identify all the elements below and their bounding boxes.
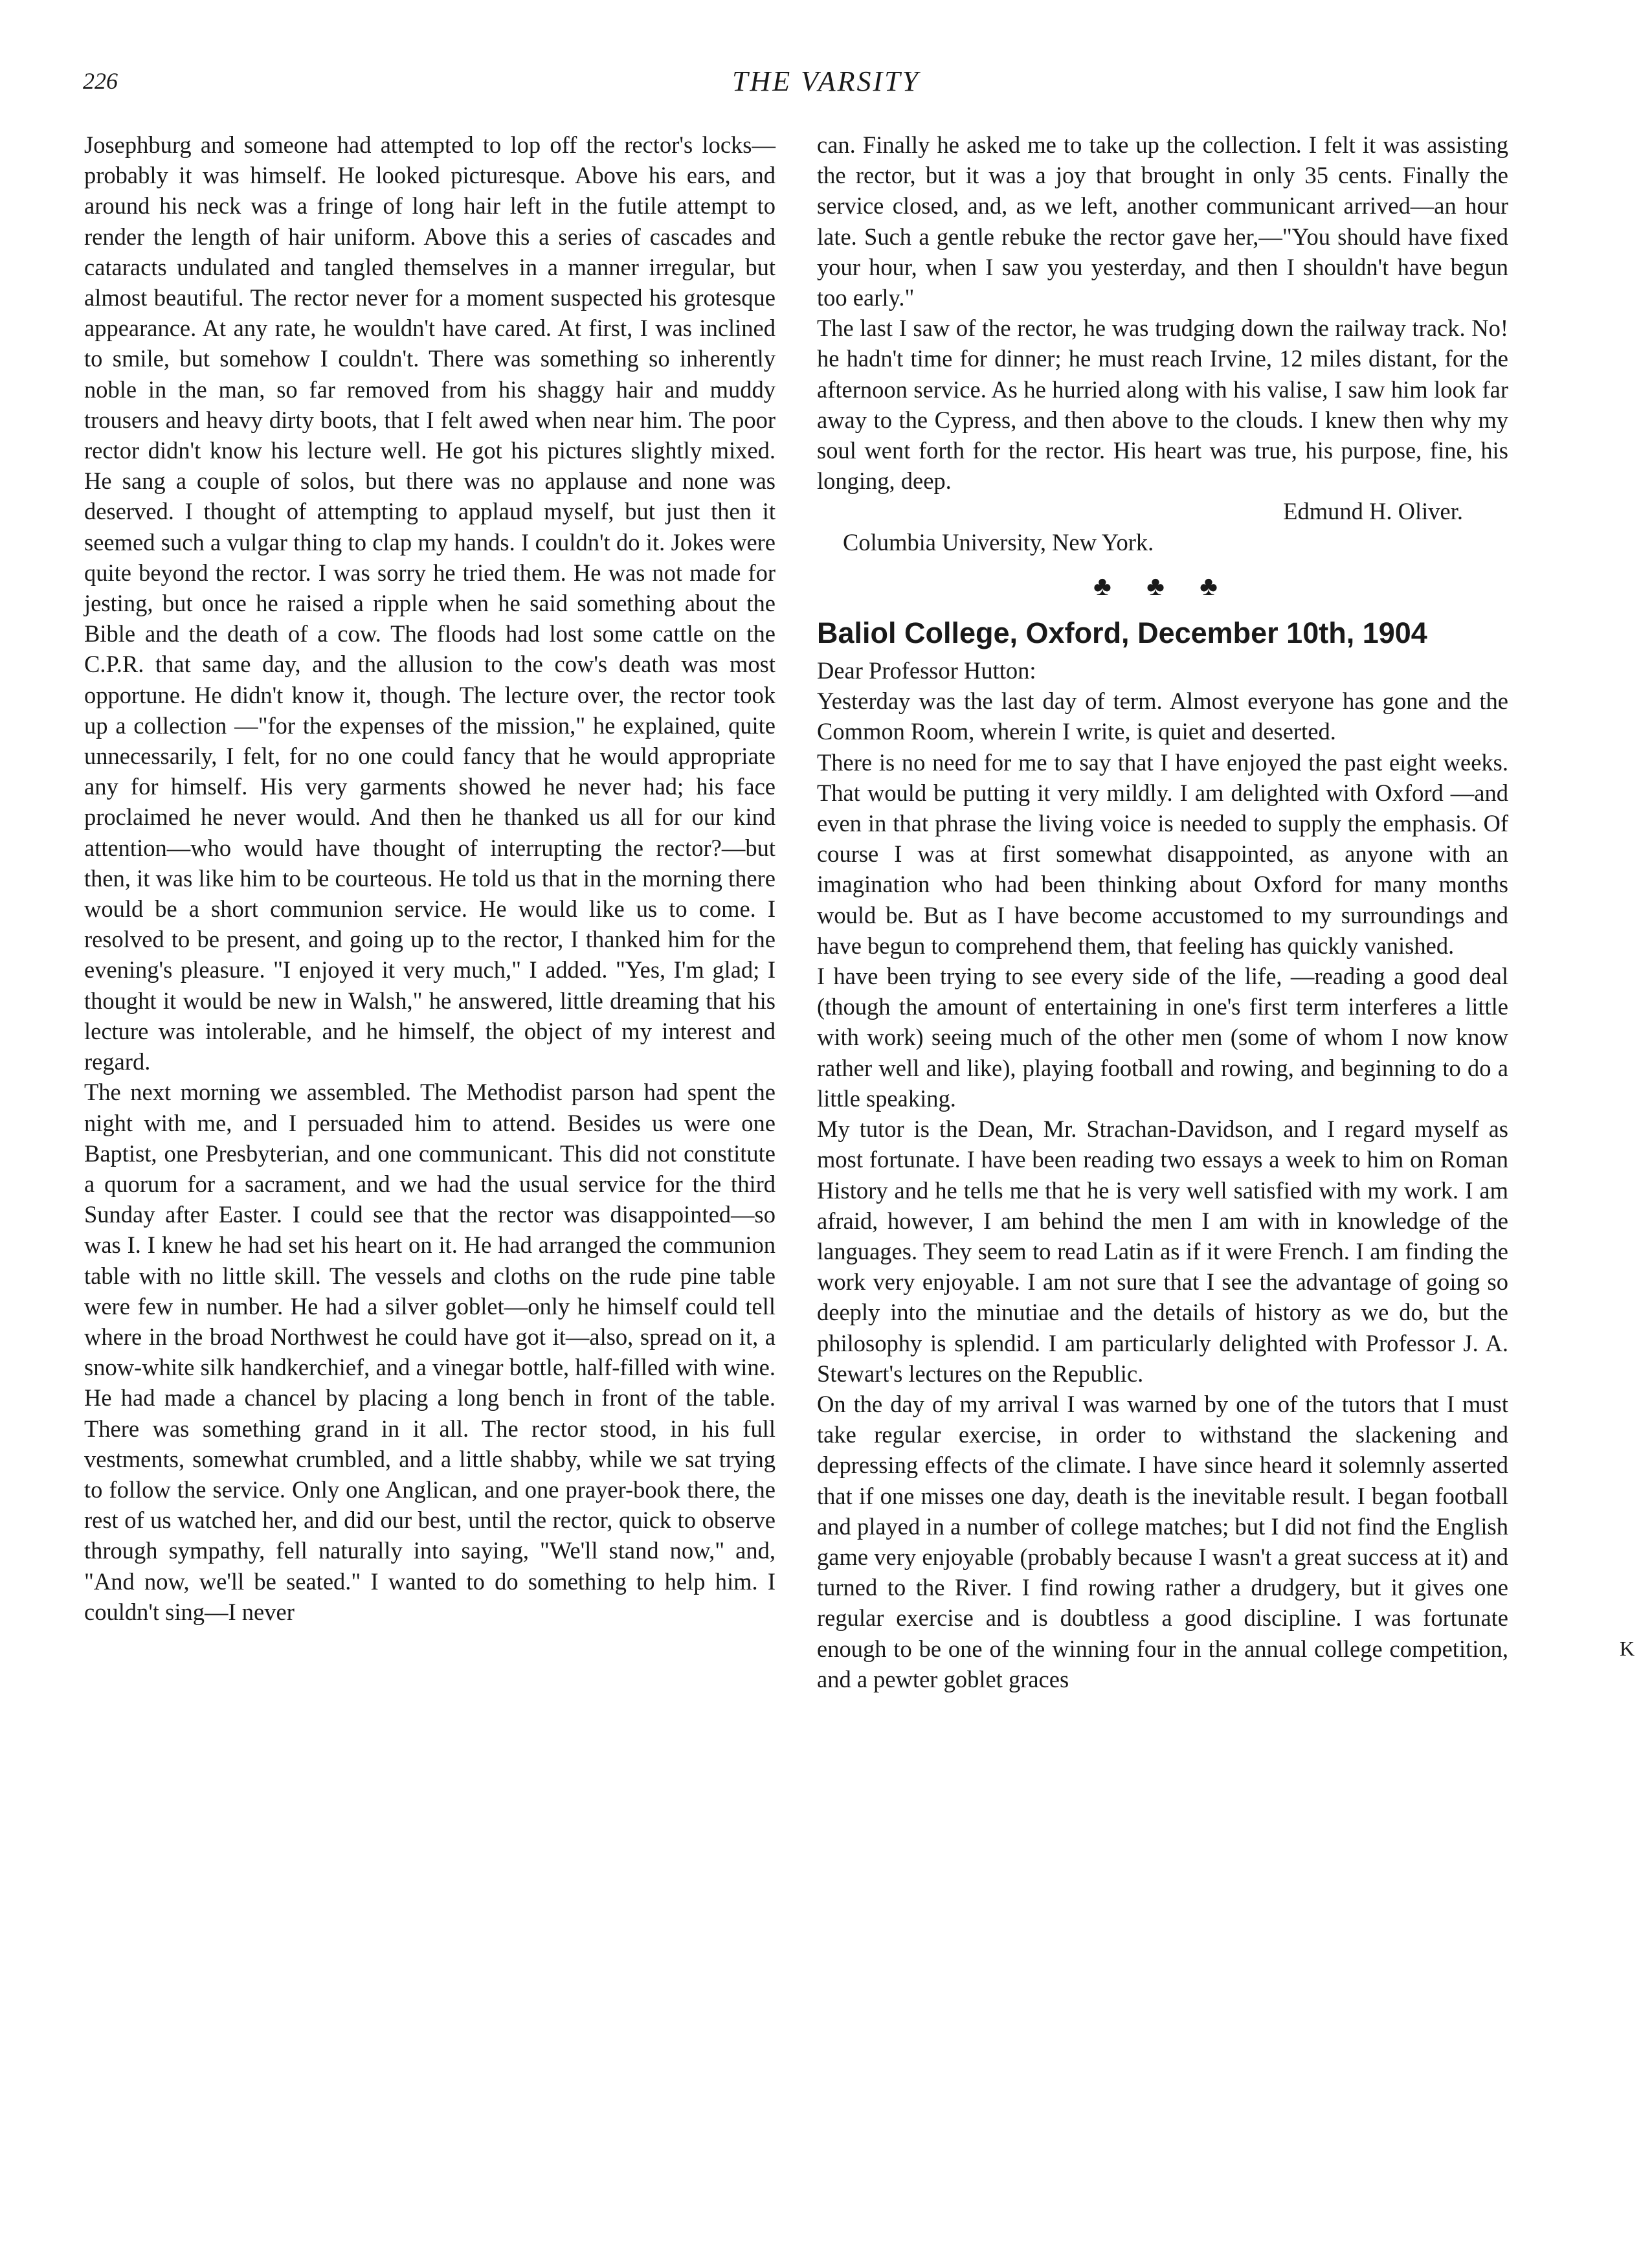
paragraph: There is no need for me to say that I have enjoyed the past eight weeks. That would be putting it very mildly. I am delighted with Oxford —and even in that phrase the living voice is needed to supply the emphasis. Of course I was at first somewhat disappointed, as anyone with an imagination who had been thinking about Oxford for many months would be. But as I have become accustomed to my surroundings and have begun to comprehend them, that feeling has quickly vanished. <box>817 748 1508 959</box>
running-title: THE VARSITY <box>731 65 921 97</box>
salutation: Dear Professor Hutton: <box>817 657 1036 684</box>
paragraph: Josephburg and someone had attempted to lop off the rector's locks—probably it was himself. He looked picturesque. Above his ears, and around his neck was a fringe of long hair left in the futile attempt to render the length of hair uniform. Above this a series of cascades and cataracts undulated and tangled themselves in a manner irregular, but almost beautiful. The rector never for a moment suspected his grotesque appearance. At any rate, he wouldn't have cared. At first, I was inclined to smile, but somehow I couldn't. There was something so inherently noble in the man, so far removed from his shaggy hair and muddy trousers and heavy dirty boots, that I felt awed when near him. The poor rector didn't know his lecture well. He got his pictures slightly mixed. He sang a couple of solos, but there was no applause and none was deserved. I thought of attempting to applaud myself, but just then it seemed such a vulgar thing to clap my hands. I couldn't do it. Jokes were quite beyond the rector. I was sorry he tried them. He was not made for jesting, but once he raised a ripple when he said something about the Bible and the death of a cow. The floods had lost some cattle on the C.P.R. that same day, and the allusion to the cow's death was most opportune. He didn't know it, though. The lecture over, the rector took up a collection —"for the expenses of the mission," he explained, quite unnecessarily, I felt, for no one could fancy that he would appropriate any for himself. His very garments showed he never had; his face proclaimed he never would. And then he thanked us all for our kind attention—who would have thought of interrupting the rector?—but then, it was like him to be courteous. He told us that in the morning there would be a short communion service. He would like us to come. I resolved to be present, and going up to the rector, I thanked him for the evening's pleasure. "I enjoyed it very much," I added. "Yes, I'm glad; I thought it would be new in Walsh," he answered, little dreaming that his lecture was intolerable, and he himself, the object of my interest and regard. <box>84 131 776 1075</box>
paragraph: Yesterday was the last day of term. Almost everyone has gone and the Common Room, wherein I write, is quiet and deserted. <box>817 688 1508 745</box>
paragraph: The next morning we assembled. The Methodist parson had spent the night with me, and I persuaded him to attend. Besides us were one Baptist, one Presbyterian, and one communicant. This did not constitute a quorum for a sacrament, and we had the usual service for the third Sunday after Easter. I could see that the rector was disappointed—so was I. I knew he had set his heart on it. He had arranged the communion table with no little skill. The vessels and cloths on the rude pine table were few in number. He had a silver goblet—only he himself could tell where in the broad Northwest he could have got it—also, spread on it, a snow-white silk handkerchief, and a vinegar bottle, half-filled with wine. He had made a chancel by placing a long bench in front of the table. There was something grand in it all. The rector stood, in his full vestments, somewhat crumbled, and a little shabby, while we sat trying to follow the service. Only one Anglican, and one prayer-book there, the rest of us watched her, and did our best, until the rector, quick to observe through sympathy, fell naturally into saying, "We'll stand now," and, "And now, we'll be seated." I wanted to do something to help him. I couldn't sing—I never <box>84 1079 776 1625</box>
letter-heading: Baliol College, Oxford, December 10th, 1904 <box>817 616 1427 650</box>
page-number: 226 <box>83 68 118 94</box>
left-column <box>84 129 776 1627</box>
paragraph: The last I saw of the rector, he was trudging down the railway track. No! he hadn't time for dinner; he must reach Irvine, 12 miles distant, for the afternoon service. As he hurried along with his valise, I saw him look far away to the Cypress, and then above to the clouds. I knew then why my soul went forth for the rector. His heart was true, his purpose, fine, his longing, deep. <box>817 315 1508 495</box>
paragraph: On the day of my arrival I was warned by one of the tutors that I must take regular exercise, in order to withstand the slackening and depressing effects of the climate. I have since heard it solemnly asserted that if one misses one day, death is the inevitable result. I began football and played in a number of college matches; but I did not find the English game very enjoyable (probably because I wasn't a great success at it) and turned to the River. I find rowing rather a drudgery, but it gives one regular exercise and is doubtless a good discipline. I was fortunate enough to be one of the winning four in the annual college competition, and a pewter goblet graces <box>817 1390 1508 1692</box>
right-column <box>817 129 1508 1694</box>
paragraph: can. Finally he asked me to take up the collection. I felt it was assisting the rector, but it was a joy that brought in only 35 cents. Finally the service closed, and, as we left, another communicant arrived—an hour late. Such a gentle rebuke the rector gave her,—"You should have fixed your hour, when I saw you yesterday, and then I shouldn't have begun too early." <box>817 131 1508 311</box>
affiliation: Columbia University, New York. <box>843 528 1154 556</box>
margin-mark: K <box>1620 1637 1635 1660</box>
club-ornament-icon: ♣ ♣ ♣ <box>1093 571 1232 601</box>
paragraph: My tutor is the Dean, Mr. Strachan-Davidson, and I regard myself as most fortunate. I have been reading two essays a week to him on Roman History and he tells me that he is very well satisfied with my work. I am afraid, however, I am behind the men I am with in knowledge of the languages. They seem to read Latin as if it were French. I am finding the work very enjoyable. I am not sure that I see the advantage of going so deeply into the minutiae and the details of history as we do, but the philosophy is splendid. I am particularly delighted with Professor J. A. Stewart's lectures on the Republic. <box>817 1116 1508 1387</box>
signature: Edmund H. Oliver. <box>1283 498 1463 525</box>
paragraph: I have been trying to see every side of the life, —reading a good deal (though the amount of entertaining in one's first term interferes a little with work) seeing much of the other men (some of whom I now know rather well and like), playing football and rowing, and beginning to do a little speaking. <box>817 963 1508 1112</box>
